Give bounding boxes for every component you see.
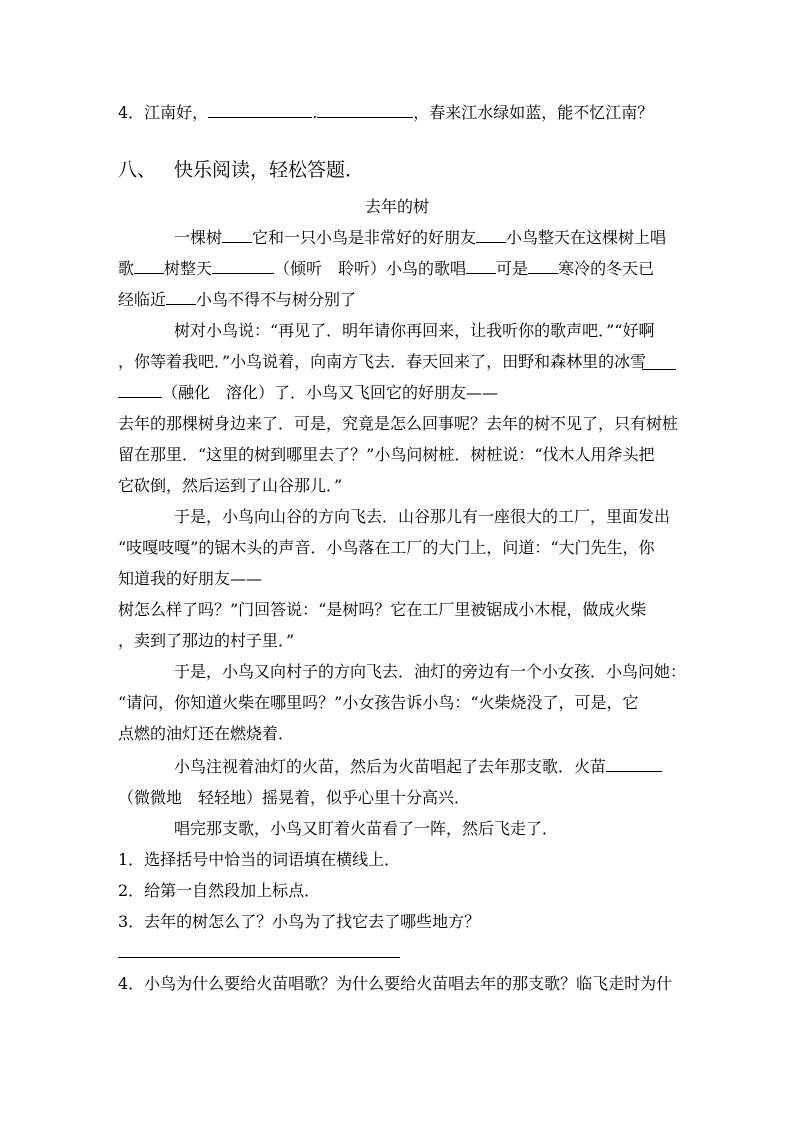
passage-line: （微微地 轻轻地）摇晃着，似乎心里十分高兴． <box>118 788 471 807</box>
text-run: 小鸟不得不与树分别了 <box>196 290 357 309</box>
word-choice-blank[interactable] <box>606 757 662 772</box>
q4-suffix: ，春来江水绿如蓝，能不忆江南？ <box>413 103 654 122</box>
passage-line <box>118 289 356 311</box>
passage-line <box>174 756 662 778</box>
passage-line: “请问，你知道火柴在哪里吗？”小女孩告诉小鸟：“火柴烧没了，可是，它 <box>118 693 639 712</box>
text-run: 可是 <box>496 259 529 278</box>
question-3: 3．去年的树怎么了？小鸟为了找它去了哪些地方？ <box>118 912 481 931</box>
section-number: 八、 <box>118 159 157 181</box>
word-choice-blank[interactable] <box>642 355 676 370</box>
passage-line: 树怎么样了吗？”门回答说：“是树吗？它在工厂里被锯成小木棍，做成火柴 <box>118 600 647 619</box>
punctuation-blank[interactable] <box>476 228 506 243</box>
q4-poem-line <box>118 102 653 124</box>
question-2: 2．给第一自然段加上标点． <box>118 881 321 900</box>
blank-wrap <box>642 354 676 376</box>
passage-line: 它砍倒，然后运到了山谷那儿．” <box>118 476 343 495</box>
q4-prefix: 4．江南好， <box>118 103 209 122</box>
passage-line: 留在那里．“这里的树到哪里去了？”小鸟问树桩．树桩说：“伐木人用斧头把 <box>118 445 655 464</box>
text-run: 寒冷的冬天已 <box>558 259 655 278</box>
text-run: 树整天 <box>164 259 213 278</box>
answer-blank[interactable] <box>317 103 413 118</box>
answer-line[interactable] <box>118 957 400 958</box>
punctuation-blank[interactable] <box>466 259 496 274</box>
passage-line <box>118 382 498 404</box>
passage-line: 去年的那棵树身边来了．可是，究竟是怎么回事呢？去年的树不见了，只有树桩 <box>118 414 679 433</box>
passage-line: ，你等着我吧．”小鸟说着，向南方飞去．春天回来了，田野和森林里的冰雪 <box>118 352 647 371</box>
passage-line <box>118 258 654 280</box>
answer-blank[interactable] <box>208 103 312 118</box>
word-choice-blank[interactable] <box>212 259 274 274</box>
passage-line <box>174 227 666 249</box>
passage-line: “吱嘎吱嘎”的锯木头的声音．小鸟落在工厂的大门上，问道：“大门先生，你 <box>118 538 655 557</box>
passage-line: 树对小鸟说：“再见了．明年请你再回来，让我听你的歌声吧．”“好啊 <box>174 321 655 340</box>
section-heading <box>118 159 364 181</box>
text-run: 小鸟整天在这棵树上唱 <box>506 228 667 247</box>
question-4: 4．小鸟为什么要给火苗唱歌？为什么要给火苗唱去年的那支歌？临飞走时为什 <box>118 974 673 993</box>
punctuation-blank[interactable] <box>528 259 558 274</box>
word-choice-blank[interactable] <box>118 383 162 398</box>
text-run: （融化 溶化）了．小鸟又飞回它的好朋友—— <box>162 383 499 402</box>
q4-mid: . <box>312 103 318 122</box>
text-run: 经临近 <box>118 290 167 309</box>
punctuation-blank[interactable] <box>134 259 164 274</box>
text-run: 小鸟注视着油灯的火苗，然后为火苗唱起了去年那支歌．火苗 <box>174 757 607 776</box>
passage-line: 于是，小鸟又向村子的方向飞去．油灯的旁边有一个小女孩．小鸟问她： <box>174 662 687 681</box>
section-title: 快乐阅读，轻松答题． <box>174 159 365 181</box>
text-run: 一棵树 <box>174 228 223 247</box>
punctuation-blank[interactable] <box>222 228 252 243</box>
passage-line: ，卖到了那边的村子里．” <box>118 631 295 650</box>
passage-line: 点燃的油灯还在燃烧着． <box>118 724 295 743</box>
passage-line: 于是，小鸟向山谷的方向飞去．山谷那儿有一座很大的工厂，里面发出 <box>174 507 671 526</box>
passage-line: 唱完那支歌，小鸟又盯着火苗看了一阵，然后飞走了． <box>174 819 559 838</box>
text-run: （倾听 聆听）小鸟的歌唱 <box>274 259 467 278</box>
question-1: 1．选择括号中恰当的词语填在横线上． <box>118 850 401 869</box>
punctuation-blank[interactable] <box>166 290 196 305</box>
passage-line: 知道我的好朋友—— <box>118 569 263 588</box>
passage-title: 去年的树 <box>364 197 429 216</box>
text-run: 它和一只小鸟是非常好的好朋友 <box>252 228 477 247</box>
text-run: 歌 <box>118 259 135 278</box>
